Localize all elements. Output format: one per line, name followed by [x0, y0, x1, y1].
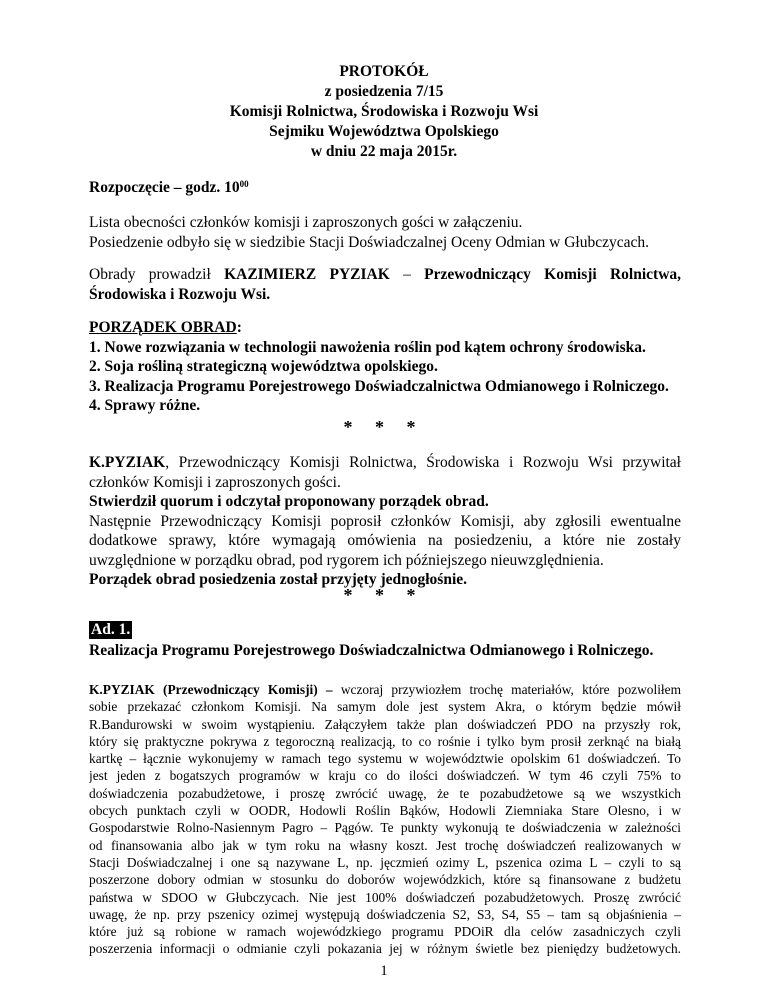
quorum-statement: Stwierdził quorum i odczytał proponowany porządek obrad.	[89, 493, 489, 510]
speech-line: które już są robione w ramach wojewódzkiego programu PDOiR dla celów zasadniczych czyli	[89, 924, 681, 940]
meeting-date: w dniu 22 maja 2015r.	[310, 143, 458, 160]
chair-paragraph	[89, 265, 681, 304]
ad1-title: Realizacja Programu Porejestrowego Doświadczalnictwa Odmianowego i Rolniczego.	[89, 641, 654, 659]
section-separator: * * *	[343, 585, 425, 605]
chair-line-1	[89, 265, 681, 285]
chair-dash: –	[403, 266, 411, 283]
speech-line: R.Bandurowski w swoim wystąpieniu. Załączyłem także plan doświadczeń PDO na przyszły rok,	[89, 716, 681, 732]
opening-line-2: członków Komisji i zaproszonych gości.	[89, 473, 341, 491]
agenda-item: 1. Nowe rozwiązania w technologii nawożenia roślin pod kątem ochrony środowiska.	[89, 338, 646, 356]
speech-text: wczoraj przywiozłem trochę materiałów, które pozwoliłem	[332, 682, 681, 697]
opening-line-1	[89, 453, 681, 473]
intro-paragraph	[89, 213, 681, 252]
speech-line: doświadczenia pozabudżetowe, i proszę zwrócić uwagę, że te pozabudżetowe są we wszystkich	[89, 785, 681, 801]
agenda-item: 3. Realizacja Programu Porejestrowego Doświadczalnictwa Odmianowego i Rolniczego.	[89, 377, 669, 395]
speech-line: poszerzenia informacji o odmianie czyli pokazania jej w różnym świetle bez pieniędzy budżetowych.	[89, 941, 681, 957]
document-header	[0, 62, 768, 162]
speech-line: obcych punktach czyli w OODR, Hodowli Roślin Bąków, Hodowli Ziemniaka Stare Olesno, i w	[89, 803, 681, 819]
assembly-name: Sejmiku Województwa Opolskiego	[269, 123, 499, 140]
speech-line: jest jeden z bogatszych programów w kraju co do ilości doświadczeń. W tym 46 czyli 75% to	[89, 768, 681, 784]
opening-paragraph	[89, 453, 681, 590]
speech-paragraph	[89, 681, 681, 958]
agenda-item: 2. Soja rośliną strategiczną województwa opolskiego.	[89, 358, 438, 375]
agenda-heading-line	[89, 318, 681, 338]
opening-line-6: uwzględnione w porządku obrad, pod rygorem ich późniejszego nieuwzględnienia.	[89, 551, 604, 569]
speech-speaker: K.PYZIAK (Przewodniczący Komisji) –	[89, 682, 333, 697]
chair-name: KAZIMIERZ PYZIAK	[224, 266, 390, 283]
agenda	[89, 318, 681, 416]
speech-line: Gospodarstwie Rolno-Nasiennym Pagro – Pągów. Te punkty wykonują te doświadczenia w zależności	[89, 820, 681, 836]
opening-line-5: dodatkowe sprawy, które wymagają omówienia na posiedzeniu, a które nie zostały	[89, 532, 681, 549]
opening-speaker: K.PYZIAK	[89, 454, 166, 471]
speech-line: który się praktyczne pokrywa z tegoroczną realizacją, to co rośnie i tylko bym prosił zerknąć na białą	[89, 733, 681, 749]
speech-line: od finansowania albo jak w tym roku na własny koszt. Jest trochę doświadczeń realizowanych w	[89, 837, 681, 853]
location-note: Posiedzenie odbyło się w siedzibie Stacji Doświadczalnej Oceny Odmian w Głubczycach.	[89, 233, 649, 251]
agenda-item: 4. Sprawy różne.	[89, 397, 201, 414]
attendance-note: Lista obecności członków komisji i zaproszonych gości w załączeniu.	[89, 214, 523, 231]
agenda-heading-colon: :	[236, 319, 242, 336]
opening-line-4: Następnie Przewodniczący Komisji poprosił członków Komisji, aby zgłosili ewentualne	[89, 512, 681, 530]
chair-role: Przewodniczący Komisji Rolnictwa,	[424, 266, 682, 283]
speech-line: kartkę – łącznie wykonujemy w ramach tego systemu w województwie opolskim 61 doświadczeń. To	[89, 751, 681, 767]
opening-greeting: , Przewodniczący Komisji Rolnictwa, Środowiska i Rozwoju Wsi przywitał	[165, 454, 681, 471]
speech-line: sobie przekazać członkom Komisji. Na samym dole jest system Akra, o którym będzie mówił	[89, 699, 681, 715]
document-title: PROTOKÓŁ	[339, 63, 429, 80]
start-time-label: Rozpoczęcie – godz. 10	[89, 179, 240, 196]
speech-line: uwagę, że np. przy pszenicy ozimej występują doświadczenia S2, S3, S4, S5 – tam są objaśnienia –	[89, 906, 681, 922]
ad1-section	[89, 620, 681, 660]
agenda-heading: PORZĄDEK OBRAD	[89, 319, 237, 336]
speech-line: poszerzone dobory odmian w stosunku do doborów wojewódzkich, które są finansowane z budżetu	[89, 872, 681, 888]
speech-line: Stacji Doświadczalnej i one są nazywane L, np. jęczmień ozimy L, pszenica ozima L – czyli to są	[89, 854, 681, 870]
start-time-minutes: 00	[239, 179, 249, 189]
ad1-label: Ad. 1.	[91, 621, 131, 638]
agenda-accepted: Porządek obrad posiedzenia został przyjęty jednogłośnie.	[89, 571, 468, 588]
committee-name: Komisji Rolnictwa, Środowiska i Rozwoju Wsi	[229, 103, 539, 120]
chair-prefix: Obrady prowadził	[89, 266, 211, 283]
page-number: 1	[380, 963, 388, 979]
speech-line	[89, 681, 681, 698]
meeting-number: z posiedzenia 7/15	[324, 83, 444, 100]
speech-line: państwa w SDOO w Głubczycach. Nie jest 100% doświadczeń pozabudżetowych. Proszę zwrócić	[89, 889, 681, 905]
chair-role-continued: Środowiska i Rozwoju Wsi.	[89, 285, 271, 303]
section-separator: * * *	[343, 417, 425, 437]
start-time	[89, 178, 681, 198]
